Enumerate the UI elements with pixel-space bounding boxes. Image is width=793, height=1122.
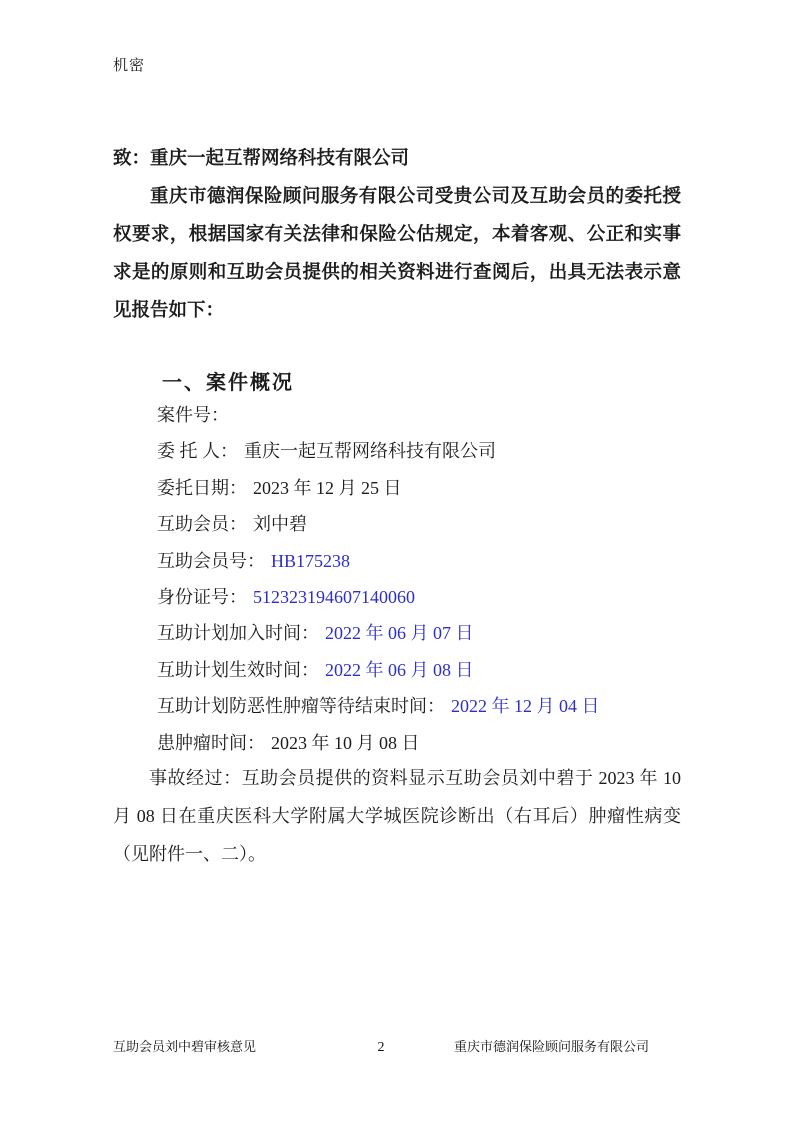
confidential-mark: 机密 bbox=[113, 58, 146, 74]
incident-paragraph bbox=[113, 759, 681, 873]
field-label: 案件号： bbox=[157, 405, 229, 425]
page-footer bbox=[113, 1036, 681, 1056]
footer-right-text: 重庆市德润保险顾问服务有限公司 bbox=[453, 1039, 649, 1054]
field-row-member-name bbox=[157, 506, 681, 542]
case-fields-list bbox=[157, 397, 681, 761]
page-number: 2 bbox=[377, 1040, 385, 1055]
field-label: 互助会员号： bbox=[157, 550, 265, 571]
field-row-client bbox=[157, 433, 681, 469]
field-label: 委 托 人： bbox=[157, 441, 238, 462]
field-value: 512323194607140060 bbox=[253, 586, 415, 607]
incident-text: 互助会员提供的资料显示互助会员刘中碧于 2023 年 10 月 08 日在重庆医科大学附属大学城医院诊断出（右耳后）肿瘤性病变（见附件一、二）。 bbox=[113, 768, 682, 864]
footer-left-text: 互助会员刘中碧审核意见 bbox=[113, 1039, 257, 1054]
recipient-line: 致：重庆一起互帮网络科技有限公司 bbox=[113, 149, 410, 169]
field-row-case-number bbox=[157, 397, 681, 433]
field-value: HB175238 bbox=[271, 550, 351, 571]
field-row-commission-date bbox=[157, 470, 681, 506]
section-heading-case-overview: 一、案件概况 bbox=[162, 372, 294, 394]
field-row-join-time bbox=[157, 615, 681, 651]
field-value: 2022 年 06 月 07 日 bbox=[325, 623, 474, 644]
field-row-id-number bbox=[157, 579, 681, 615]
field-value: 2023 年 10 月 08 日 bbox=[271, 732, 420, 753]
field-label: 身份证号： bbox=[157, 586, 247, 607]
field-value: 2023 年 12 月 25 日 bbox=[253, 477, 402, 498]
field-value: 重庆一起互帮网络科技有限公司 bbox=[244, 441, 496, 462]
intro-paragraph: 重庆市德润保险顾问服务有限公司受贵公司及互助会员的委托授权要求，根据国家有关法律和保险公估规定，本着客观、公正和实事求是的原则和互助会员提供的相关资料进行查阅后，出具无法表示意见报告如下： bbox=[113, 187, 681, 321]
field-label: 互助计划生效时间： bbox=[157, 659, 319, 680]
field-row-tumor-date bbox=[157, 725, 681, 761]
field-label: 互助计划加入时间： bbox=[157, 623, 319, 644]
field-label: 互助计划防恶性肿瘤等待结束时间： bbox=[157, 696, 445, 717]
field-label: 患肿瘤时间： bbox=[157, 732, 265, 753]
field-value: 2022 年 06 月 08 日 bbox=[325, 659, 474, 680]
field-row-member-number bbox=[157, 543, 681, 579]
field-value: 2022 年 12 月 04 日 bbox=[451, 696, 600, 717]
intro-block bbox=[113, 140, 681, 330]
field-value: 刘中碧 bbox=[253, 514, 307, 535]
field-row-effective-time bbox=[157, 652, 681, 688]
field-label: 委托日期： bbox=[157, 477, 247, 498]
field-label: 互助会员： bbox=[157, 514, 247, 535]
incident-label: 事故经过： bbox=[149, 768, 242, 788]
field-row-waiting-period-end bbox=[157, 688, 681, 724]
